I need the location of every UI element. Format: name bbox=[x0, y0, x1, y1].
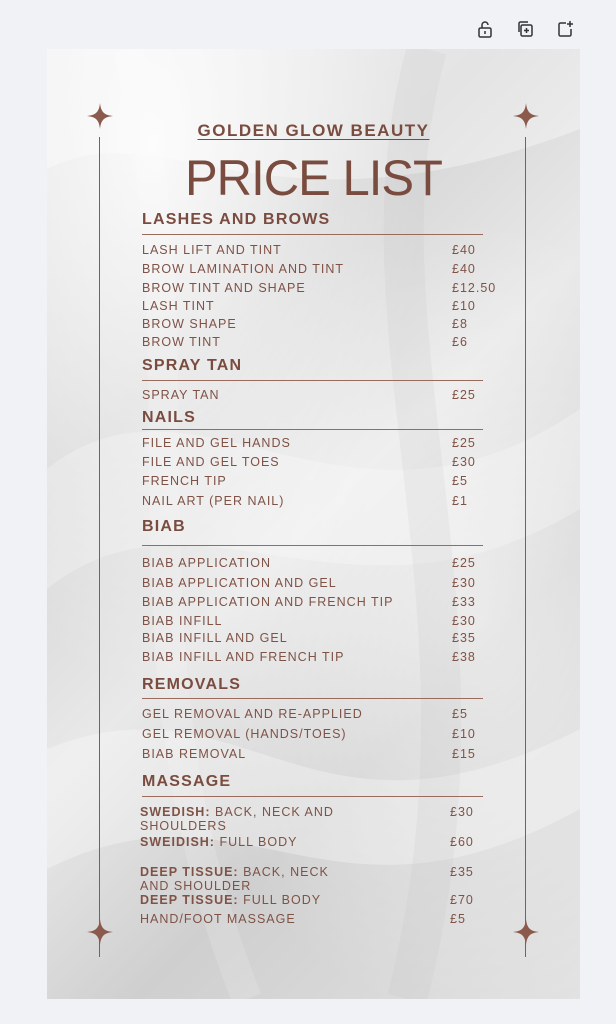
service-price: £10 bbox=[452, 299, 476, 313]
duplicate-button[interactable] bbox=[514, 18, 536, 40]
section-divider bbox=[142, 698, 483, 699]
service-name bbox=[142, 262, 442, 276]
service-name bbox=[142, 727, 442, 741]
section-title: BIAB bbox=[142, 518, 186, 535]
service-label: FULL BODY bbox=[243, 893, 322, 907]
service-name bbox=[142, 494, 442, 508]
service-price: £30 bbox=[452, 614, 476, 628]
service-price: £5 bbox=[450, 912, 466, 926]
service-label: BIAB INFILL AND GEL bbox=[142, 631, 288, 645]
service-label: BROW TINT bbox=[142, 335, 221, 349]
sparkle-icon bbox=[87, 919, 113, 945]
service-price: £25 bbox=[452, 436, 476, 450]
service-label: BIAB REMOVAL bbox=[142, 747, 247, 761]
service-label: FILE AND GEL TOES bbox=[142, 455, 280, 469]
service-name bbox=[142, 576, 442, 590]
service-label: FULL BODY bbox=[219, 835, 298, 849]
service-price: £35 bbox=[450, 865, 474, 879]
section-divider bbox=[142, 429, 483, 430]
frame-line-right bbox=[525, 137, 526, 957]
service-label: BROW TINT AND SHAPE bbox=[142, 281, 306, 295]
service-label: BIAB INFILL AND FRENCH TIP bbox=[142, 650, 345, 664]
service-price: £8 bbox=[452, 317, 468, 331]
service-price: £25 bbox=[452, 388, 476, 402]
service-label: BIAB INFILL bbox=[142, 614, 223, 628]
service-label: BIAB APPLICATION AND GEL bbox=[142, 576, 337, 590]
service-name bbox=[140, 805, 360, 833]
service-name bbox=[142, 614, 442, 628]
add-page-button[interactable] bbox=[554, 18, 576, 40]
service-name bbox=[142, 747, 442, 761]
service-category: SWEIDISH: bbox=[140, 835, 215, 849]
service-name bbox=[142, 317, 442, 331]
service-price: £30 bbox=[452, 455, 476, 469]
service-label: HAND/FOOT MASSAGE bbox=[140, 912, 296, 926]
service-price: £60 bbox=[450, 835, 474, 849]
service-label: BACK, NECK AND SHOULDER bbox=[140, 865, 329, 893]
price-list-card[interactable] bbox=[47, 49, 580, 999]
frame-line-left bbox=[99, 137, 100, 957]
service-label: GEL REMOVAL (HANDS/TOES) bbox=[142, 727, 347, 741]
lock-icon bbox=[475, 19, 495, 39]
service-name bbox=[142, 335, 442, 349]
service-price: £40 bbox=[452, 243, 476, 257]
brand-name: GOLDEN GLOW BEAUTY bbox=[197, 121, 430, 140]
service-price: £25 bbox=[452, 556, 476, 570]
toolbar bbox=[474, 18, 576, 40]
service-price: £1 bbox=[452, 494, 468, 508]
service-name bbox=[142, 436, 442, 450]
page-title: PRICE LIST bbox=[184, 150, 443, 206]
service-price: £5 bbox=[452, 474, 468, 488]
service-price: £15 bbox=[452, 747, 476, 761]
service-name bbox=[140, 893, 360, 907]
section-title: MASSAGE bbox=[142, 773, 232, 790]
service-name bbox=[142, 707, 442, 721]
service-category: DEEP TISSUE: bbox=[140, 893, 239, 907]
service-price: £40 bbox=[452, 262, 476, 276]
service-label: FILE AND GEL HANDS bbox=[142, 436, 291, 450]
section-divider bbox=[142, 380, 483, 381]
section-divider bbox=[142, 545, 483, 546]
service-label: GEL REMOVAL AND RE-APPLIED bbox=[142, 707, 363, 721]
service-name bbox=[142, 556, 442, 570]
service-price: £70 bbox=[450, 893, 474, 907]
service-label: LASH TINT bbox=[142, 299, 215, 313]
service-price: £38 bbox=[452, 650, 476, 664]
service-label: LASH LIFT AND TINT bbox=[142, 243, 282, 257]
service-name bbox=[140, 912, 440, 926]
service-name bbox=[142, 631, 442, 645]
service-price: £30 bbox=[450, 805, 474, 819]
service-price: £33 bbox=[452, 595, 476, 609]
service-category: DEEP TISSUE: bbox=[140, 865, 239, 879]
add-page-icon bbox=[555, 19, 575, 39]
section-title: SPRAY TAN bbox=[142, 357, 243, 374]
section-title: REMOVALS bbox=[142, 676, 242, 693]
service-label: NAIL ART (PER NAIL) bbox=[142, 494, 285, 508]
service-label: BROW LAMINATION AND TINT bbox=[142, 262, 345, 276]
service-name bbox=[140, 865, 360, 893]
service-name bbox=[142, 243, 442, 257]
service-name bbox=[142, 650, 442, 664]
sparkle-icon bbox=[513, 919, 539, 945]
service-price: £12.50 bbox=[452, 281, 497, 295]
service-label: BACK, NECK AND SHOULDERS bbox=[140, 805, 334, 833]
service-name bbox=[140, 835, 360, 849]
section-title: LASHES AND BROWS bbox=[142, 211, 331, 228]
service-label: FRENCH TIP bbox=[142, 474, 227, 488]
service-name bbox=[142, 455, 442, 469]
service-label: BIAB APPLICATION AND FRENCH TIP bbox=[142, 595, 394, 609]
section-title: NAILS bbox=[142, 409, 196, 426]
service-price: £5 bbox=[452, 707, 468, 721]
service-label: BROW SHAPE bbox=[142, 317, 237, 331]
service-name bbox=[142, 388, 442, 402]
section-divider bbox=[142, 796, 483, 797]
section-divider bbox=[142, 234, 483, 235]
service-name bbox=[142, 281, 442, 295]
service-name bbox=[142, 474, 442, 488]
service-price: £10 bbox=[452, 727, 476, 741]
service-price: £30 bbox=[452, 576, 476, 590]
lock-button[interactable] bbox=[474, 18, 496, 40]
duplicate-icon bbox=[515, 19, 535, 39]
service-price: £6 bbox=[452, 335, 468, 349]
service-label: BIAB APPLICATION bbox=[142, 556, 272, 570]
service-category: SWEDISH: bbox=[140, 805, 211, 819]
service-name bbox=[142, 299, 442, 313]
service-label: SPRAY TAN bbox=[142, 388, 220, 402]
service-name bbox=[142, 595, 442, 609]
service-price: £35 bbox=[452, 631, 476, 645]
